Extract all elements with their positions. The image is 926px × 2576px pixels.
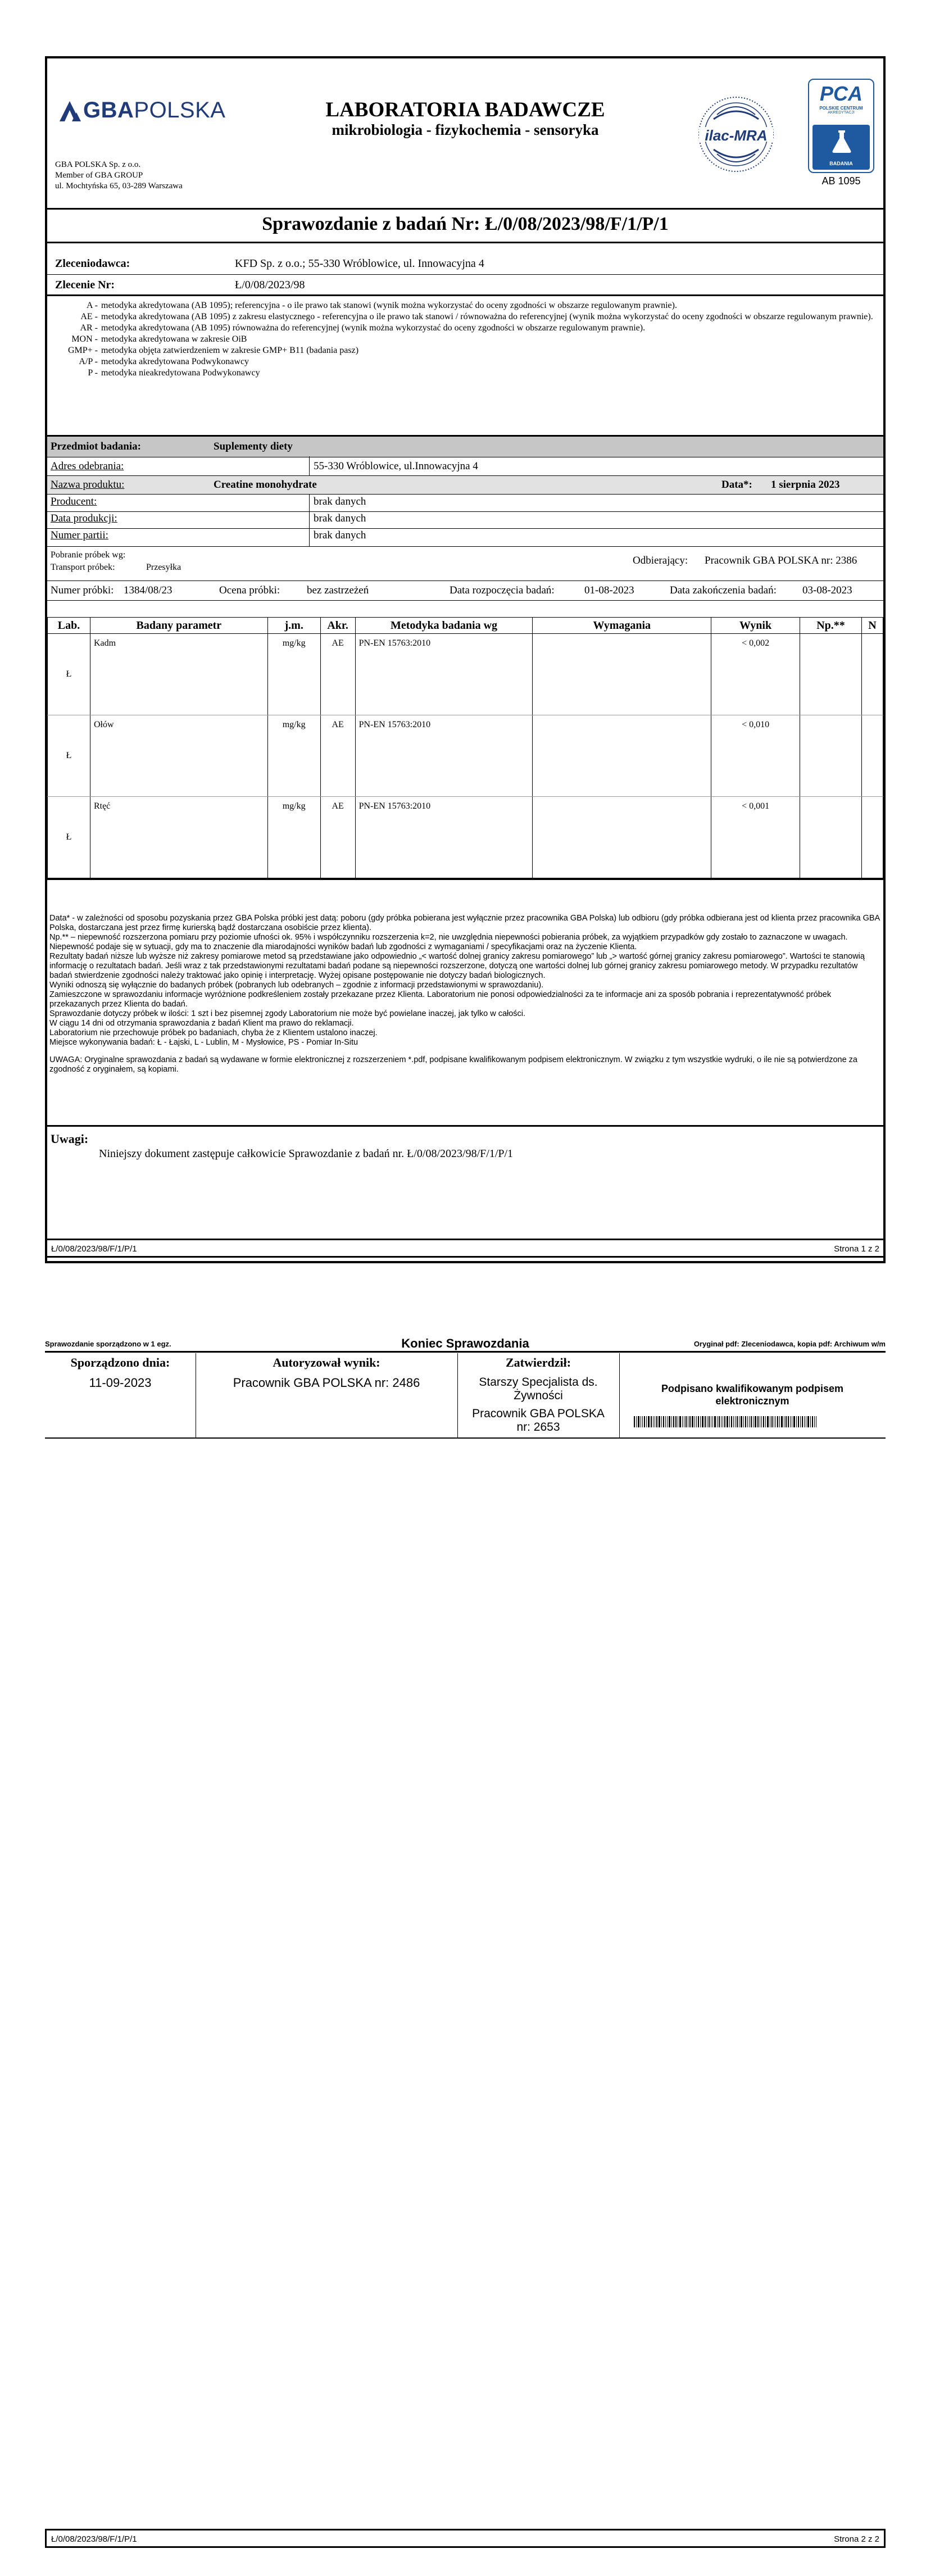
- producer-block: [47, 495, 883, 547]
- sample-number-value: 1384/08/23: [124, 584, 173, 596]
- barcode-bar: [788, 1416, 789, 1427]
- barcode-bar: [636, 1416, 637, 1427]
- legend-text: metodyka akredytowana (AB 1095) równoważna do referencyjnej (wynik można wykorzystać do oceny zgodności w obszarze regulowanym prawnie).: [101, 323, 646, 333]
- barcode-bar: [810, 1416, 811, 1427]
- barcode-bar: [651, 1416, 652, 1427]
- lab-subtitle: mikrobiologia - fizykochemia - sensoryka: [332, 121, 599, 138]
- assessment-value: bez zastrzeżeń: [307, 584, 369, 596]
- accreditation-number: AB 1095: [821, 175, 861, 187]
- footer-page-number: Strona 2 z 2: [834, 2534, 879, 2544]
- result-cell: < 0,001: [711, 797, 800, 879]
- footnote: Niepewność podaje się w sytuacji, gdy ma to znaczenie dla miarodajności wyników badań lub zgodności z wymaganiami / specyfikacjami oraz na życzenie Klienta.: [49, 942, 637, 951]
- barcode-bar: [669, 1416, 670, 1427]
- lab-cell: Ł: [48, 715, 90, 797]
- divider: [47, 208, 883, 210]
- original-note: Oryginał pdf: Zleceniodawca, kopia pdf: Archiwum w/m: [693, 1340, 886, 1348]
- footer-page-number: Strona 1 z 2: [834, 1244, 879, 1254]
- barcode-bar: [812, 1416, 813, 1427]
- footnote: Np.** – niepewność rozszerzona pomiaru przy poziomie ufności ok. 95% i współczynniku rozszerzenia k=2, nie uwzględnia niepewności pobierania próbek, za wyjątkiem przypadków gdy zostało to zaznaczone w uwagach.: [49, 933, 848, 942]
- assessment-label: Ocena próbki:: [219, 584, 280, 596]
- legend-code: P -: [88, 368, 98, 378]
- e-signature-note: [619, 1382, 886, 1407]
- parameter-cell: Kadm: [90, 634, 267, 715]
- report-page-2: [45, 1336, 886, 1449]
- barcode-bar: [709, 1416, 710, 1427]
- method-cell: PN-EN 15763:2010: [355, 715, 533, 797]
- uncertainty-cell: [800, 715, 862, 797]
- footer-report-number: Ł/0/08/2023/98/F/1/P/1: [51, 1244, 137, 1254]
- sample-date-label: Data*:: [721, 479, 752, 491]
- divider: [47, 242, 883, 243]
- remarks-label: Uwagi:: [51, 1132, 89, 1146]
- approver-title-2: Żywności: [514, 1389, 563, 1402]
- barcode-bar: [648, 1416, 650, 1427]
- uncertainty-cell: [800, 797, 862, 879]
- footnote: Miejsce wykonywania badań: Ł - Łajski, L - Lublin, M - Mysłowice, PS - Pomiar In-Situ: [49, 1038, 358, 1047]
- barcode-bar: [661, 1416, 662, 1427]
- barcode-bar: [646, 1416, 647, 1427]
- prepared-date: 11-09-2023: [89, 1376, 152, 1390]
- approver-employee: Pracownik GBA POLSKA: [472, 1407, 605, 1420]
- barcode-bar: [779, 1416, 780, 1427]
- column-header: Metodyka badania wg: [355, 618, 533, 634]
- approved-value: [457, 1376, 619, 1434]
- accreditation-cell: AE: [320, 634, 355, 715]
- barcode-bar: [644, 1416, 645, 1427]
- signature-barcode: [634, 1416, 870, 1427]
- barcode-bar: [777, 1416, 778, 1427]
- producer-value: brak danych: [314, 496, 366, 507]
- client-value: KFD Sp. z o.o.; 55-330 Wróblowice, ul. Innowacyjna 4: [235, 257, 484, 270]
- sampling-label: Pobranie próbek wg:: [51, 550, 126, 560]
- signature-block: [45, 1353, 886, 1439]
- address-label: Adres odebrania:: [51, 460, 124, 472]
- barcode-bar: [747, 1416, 748, 1427]
- barcode-bar: [814, 1416, 815, 1427]
- production-date-label: Data produkcji:: [51, 513, 117, 524]
- barcode-bar: [682, 1416, 683, 1427]
- footnote: Laboratorium nie przechowuje próbek po badaniach, chyba że z Klientem ustalono inaczej.: [49, 1028, 378, 1037]
- start-date-label: Data rozpoczęcia badań:: [450, 584, 555, 596]
- remarks-text: Niniejszy dokument zastępuje całkowicie Sprawozdanie z badań nr. Ł/0/08/2023/98/F/1/P/1: [99, 1148, 514, 1160]
- barcode-bar: [671, 1416, 672, 1427]
- barcode-bar: [804, 1416, 805, 1427]
- footnote: Sprawozdanie dotyczy próbek w ilości: 1 szt i bez pisemnej zgody Laboratorium nie może być powielane inaczej, jak tylko w całości.: [49, 1009, 526, 1018]
- footnote: Wyniki odnoszą się wyłącznie do badanych próbek (pobranych lub odebranych – zgodnie z informacji przedstawionymi w sprawozdaniu).: [49, 981, 544, 990]
- sample-info-row: [47, 581, 883, 601]
- legend-item: [47, 323, 888, 334]
- barcode-bar: [796, 1416, 797, 1427]
- barcode-bar: [659, 1416, 660, 1427]
- legend-code: A -: [87, 301, 98, 310]
- barcode-bar: [714, 1416, 716, 1427]
- legend-text: metodyka nieakredytowana Podwykonawcy: [101, 368, 260, 378]
- legend-item: [47, 356, 888, 368]
- n-cell: [861, 634, 883, 715]
- column-header: Badany parametr: [90, 618, 267, 634]
- footnote: Data* - w zależności od sposobu pozyskania przez GBA Polska próbki jest datą: poboru (gdy próbka pobierana jest wyłącznie przez pracownika GBA Polska) lub odbioru (gdy próbka odbierana jest od klienta przez pracownika GBA Polska, dostarczana jest przez firmę kurierską bądź dostarczana osobiście przez klienta).: [49, 914, 880, 932]
- n-cell: [861, 797, 883, 879]
- barcode-bar: [698, 1416, 699, 1427]
- batch-value: brak danych: [314, 529, 366, 541]
- barcode-bar: [745, 1416, 746, 1427]
- cell-divider: [309, 456, 310, 475]
- divider: [47, 1125, 883, 1127]
- barcode-bar: [696, 1416, 697, 1427]
- unit-cell: mg/kg: [267, 715, 320, 797]
- method-cell: PN-EN 15763:2010: [355, 634, 533, 715]
- barcode-bar: [761, 1416, 762, 1427]
- column-header: Akr.: [320, 618, 355, 634]
- legend-item: [47, 300, 888, 311]
- receiver-label: Odbierający:: [633, 555, 688, 566]
- lab-title: LABORATORIA BADAWCZE: [325, 98, 605, 121]
- address-value: 55-330 Wróblowice, ul.Innowacyjna 4: [314, 460, 478, 472]
- barcode-bar: [775, 1416, 776, 1427]
- pca-subtext-2: AKREDYTACJI: [828, 111, 855, 115]
- table-row: [48, 797, 883, 879]
- approver-number: nr: 2653: [516, 1421, 560, 1434]
- parameter-cell: Rtęć: [90, 797, 267, 879]
- barcode-bar: [743, 1416, 744, 1427]
- transport-label: Transport próbek:: [51, 563, 115, 572]
- barcode-bar: [679, 1416, 681, 1427]
- sample-number-label: Numer próbki:: [51, 584, 114, 596]
- barcode-bar: [800, 1416, 801, 1427]
- barcode-bar: [793, 1416, 795, 1427]
- subject-value: Suplementy diety: [214, 441, 293, 452]
- copies-note: Sprawozdanie sporządzono w 1 egz.: [45, 1340, 171, 1348]
- legend-text: metodyka akredytowana (AB 1095); referencyjna - o ile prawo tak stanowi (wynik można wykorzystać do oceny zgodności w obszarze regulowanym prawnie).: [101, 301, 677, 310]
- legend-code: AE -: [80, 312, 98, 321]
- unit-cell: mg/kg: [267, 797, 320, 879]
- barcode-bar: [712, 1416, 713, 1427]
- address-row: [47, 457, 883, 476]
- barcode-bar: [733, 1416, 734, 1427]
- footnote: W ciągu 14 dni od otrzymania sprawozdania z badań Klient ma prawo do reklamacji.: [49, 1019, 354, 1028]
- end-date-value: 03-08-2023: [802, 584, 852, 596]
- ilac-label: ilac-MRA: [705, 127, 768, 144]
- barcode-bar: [665, 1416, 666, 1427]
- result-cell: < 0,002: [711, 634, 800, 715]
- table-row: [48, 715, 883, 797]
- barcode-bar: [798, 1416, 799, 1427]
- results-table: [47, 617, 883, 880]
- accreditation-cell: AE: [320, 715, 355, 797]
- product-row: [47, 476, 883, 495]
- legend-text: metodyka akredytowana Podwykonawcy: [101, 357, 249, 366]
- divider: [47, 274, 883, 275]
- ilac-mra-logo: [697, 92, 775, 176]
- e-signature-line-1: Podpisano kwalifikowanym podpisem: [661, 1383, 844, 1394]
- subject-block: [47, 435, 883, 601]
- subject-row: [47, 437, 883, 457]
- barcode-bar: [755, 1416, 756, 1427]
- barcode-bar: [731, 1416, 732, 1427]
- batch-label: Numer partii:: [51, 529, 108, 541]
- barcode-bar: [675, 1416, 677, 1427]
- pca-bottom-text: BADANIA: [829, 161, 853, 166]
- barcode-bar: [717, 1416, 718, 1427]
- prepared-label: Sporządzono dnia:: [70, 1355, 170, 1369]
- barcode-bar: [663, 1416, 664, 1427]
- legend-code: A/P -: [79, 357, 98, 366]
- barcode-bar: [763, 1416, 764, 1427]
- barcode-bar: [786, 1416, 787, 1427]
- client-label: Zleceniodawca:: [55, 257, 130, 270]
- table-header-row: [48, 618, 883, 634]
- sample-date-value: 1 sierpnia 2023: [771, 479, 840, 491]
- pca-blue-panel: [812, 125, 870, 170]
- page-2-header: [45, 1336, 886, 1353]
- lab-cell: Ł: [48, 797, 90, 879]
- barcode-bar: [735, 1416, 736, 1427]
- cell-divider: [309, 495, 310, 546]
- approved-label: Zatwierdził:: [505, 1355, 571, 1369]
- barcode-bar: [705, 1416, 706, 1427]
- producer-label: Producent:: [51, 496, 97, 507]
- report-page-1: [45, 56, 886, 1263]
- barcode-bar: [689, 1416, 691, 1427]
- company-address: [55, 160, 183, 192]
- company-group: Member of GBA GROUP: [55, 171, 143, 180]
- legend-item: [47, 345, 888, 356]
- page-2-footer: [45, 2529, 886, 2548]
- barcode-bar: [724, 1416, 725, 1427]
- pca-subtext-1: POLSKIE CENTRUM: [819, 106, 863, 111]
- unit-cell: mg/kg: [267, 634, 320, 715]
- barcode-bar: [642, 1416, 643, 1427]
- approver-title: Starszy Specjalista ds.: [479, 1376, 598, 1389]
- footnote: Zamieszczone w sprawozdaniu informacje wyróżnione podkreśleniem zostały przekazane przez Klienta. Laboratorium nie ponosi odpowiedzialności za te informacje ani za sposób pobrania i reprezentatywność próbek przekazanych przez Klienta do badań.: [49, 990, 832, 1009]
- pca-accreditation-logo: [808, 79, 874, 173]
- sampling-row: [47, 547, 883, 581]
- column-header: Wynik: [711, 618, 800, 634]
- barcode-bar: [694, 1416, 695, 1427]
- barcode-bar: [771, 1416, 773, 1427]
- lab-cell: Ł: [48, 634, 90, 715]
- method-legend: [47, 300, 888, 379]
- barcode-bar: [656, 1416, 657, 1427]
- barcode-bar: [802, 1416, 803, 1427]
- legend-code: AR -: [80, 323, 98, 333]
- barcode-bar: [765, 1416, 766, 1427]
- accreditation-cell: AE: [320, 797, 355, 879]
- page-1-footer: [45, 1239, 886, 1258]
- end-of-report-title: Koniec Sprawozdania: [401, 1336, 529, 1350]
- barcode-bar: [673, 1416, 674, 1427]
- logo-text: GBAPOLSKA: [83, 98, 226, 123]
- footer-report-number: Ł/0/08/2023/98/F/1/P/1: [51, 2534, 137, 2544]
- result-cell: < 0,010: [711, 715, 800, 797]
- barcode-bar: [741, 1416, 742, 1427]
- legend-item: [47, 334, 888, 345]
- barcode-bar: [767, 1416, 769, 1427]
- parameter-cell: Ołów: [90, 715, 267, 797]
- company-street: ul. Mochtyńska 65, 03-289 Warszawa: [55, 182, 183, 191]
- legend-item: [47, 311, 888, 323]
- authorized-label: Autoryzował wynik:: [273, 1355, 380, 1369]
- product-label: Nazwa produktu:: [51, 479, 125, 491]
- footnote: Rezultaty badań niższe lub wyższe niż zakresy pomiarowe metod są przedstawiane jako odpowiednio „< wartość dolnej granicy zakresu pomiarowego” lub „> wartość górnej granicy zakresu pomiarowego”. Wartości te stanowią informację o rezultatach badań. Jeśli wraz z tak przedstawionymi rezultatami badań podane są niepewności rozszerzone, dotyczą one wartości dolnej lub górnej granicy zakresu pomiarowego metody. W przypadku rezultatów badań stwierdzenie zgodności należy traktować jako opinię i interpretację. Wyżej opisane postępowanie nie dotyczy badań biologicznych.: [49, 952, 865, 980]
- receiver-value: Pracownik GBA POLSKA nr: 2386: [705, 555, 857, 566]
- n-cell: [861, 715, 883, 797]
- footnote-warning: UWAGA: Oryginalne sprawozdania z badań są wydawane w formie elektronicznej z rozszerzeniem *.pdf, podpisane kwalifikowanym podpisem elektronicznym. W związku z tym wszystkie wydruki, o ile nie są potwierdzone za zgodność z oryginałem, są kopiami.: [49, 1055, 857, 1074]
- legend-text: metodyka objęta zatwierdzeniem w zakresie GMP+ B11 (badania pasz): [101, 346, 359, 355]
- cell-divider: [47, 528, 883, 529]
- barcode-bar: [807, 1416, 809, 1427]
- e-signature-line-2: elektronicznym: [715, 1395, 789, 1407]
- divider: [47, 294, 883, 296]
- cell-divider: [47, 511, 883, 512]
- barcode-bar: [634, 1416, 635, 1427]
- pca-text: PCA: [819, 82, 863, 105]
- barcode-bar: [700, 1416, 701, 1427]
- start-date-value: 01-08-2023: [584, 584, 634, 596]
- barcode-bar: [638, 1416, 639, 1427]
- barcode-bar: [749, 1416, 750, 1427]
- requirement-cell: [533, 634, 711, 715]
- legend-item: [47, 368, 888, 379]
- column-header: Np.**: [800, 618, 862, 634]
- column-header: Lab.: [48, 618, 90, 634]
- legend-code: GMP+ -: [67, 346, 98, 355]
- transport-value: Przesyłka: [146, 563, 181, 572]
- flask-icon: [830, 129, 853, 154]
- requirement-cell: [533, 715, 711, 797]
- barcode-bar: [790, 1416, 791, 1427]
- barcode-bar: [751, 1416, 752, 1427]
- table-row: [48, 634, 883, 715]
- legend-text: metodyka akredytowana (AB 1095) z zakresu elastycznego - referencyjna o ile prawo tak stanowi / równoważna do referencyjnej (wynik można wykorzystać do oceny zgodności w obszarze regulowanym prawnie).: [101, 312, 873, 321]
- footnotes: [47, 914, 883, 1074]
- authorized-value: Pracownik GBA POLSKA nr: 2486: [233, 1376, 420, 1390]
- subject-label: Przedmiot badania:: [51, 441, 141, 452]
- column-header: j.m.: [267, 618, 320, 634]
- barcode-bar: [686, 1416, 687, 1427]
- barcode-bar: [737, 1416, 738, 1427]
- production-date-value: brak danych: [314, 513, 366, 524]
- legend-text: metodyka akredytowana w zakresie OiB: [101, 334, 247, 344]
- barcode-bar: [719, 1416, 720, 1427]
- barcode-bar: [781, 1416, 783, 1427]
- requirement-cell: [533, 797, 711, 879]
- report-title: Sprawozdanie z badań Nr: Ł/0/08/2023/98/F/1/P/1: [262, 214, 669, 234]
- barcode-bar: [667, 1416, 668, 1427]
- method-cell: PN-EN 15763:2010: [355, 797, 533, 879]
- end-date-label: Data zakończenia badań:: [670, 584, 777, 596]
- product-value: Creatine monohydrate: [214, 479, 317, 491]
- column-header: Wymagania: [533, 618, 711, 634]
- legend-code: MON -: [71, 334, 98, 344]
- uncertainty-cell: [800, 634, 862, 715]
- barcode-bar: [729, 1416, 730, 1427]
- barcode-bar: [757, 1416, 759, 1427]
- barcode-bar: [692, 1416, 693, 1427]
- barcode-bar: [727, 1416, 728, 1427]
- column-header: N: [861, 618, 883, 634]
- company-name: GBA POLSKA Sp. z o.o.: [55, 160, 141, 169]
- order-label: Zlecenie Nr:: [55, 279, 115, 291]
- order-value: Ł/0/08/2023/98: [235, 279, 305, 291]
- barcode-bar: [702, 1416, 703, 1427]
